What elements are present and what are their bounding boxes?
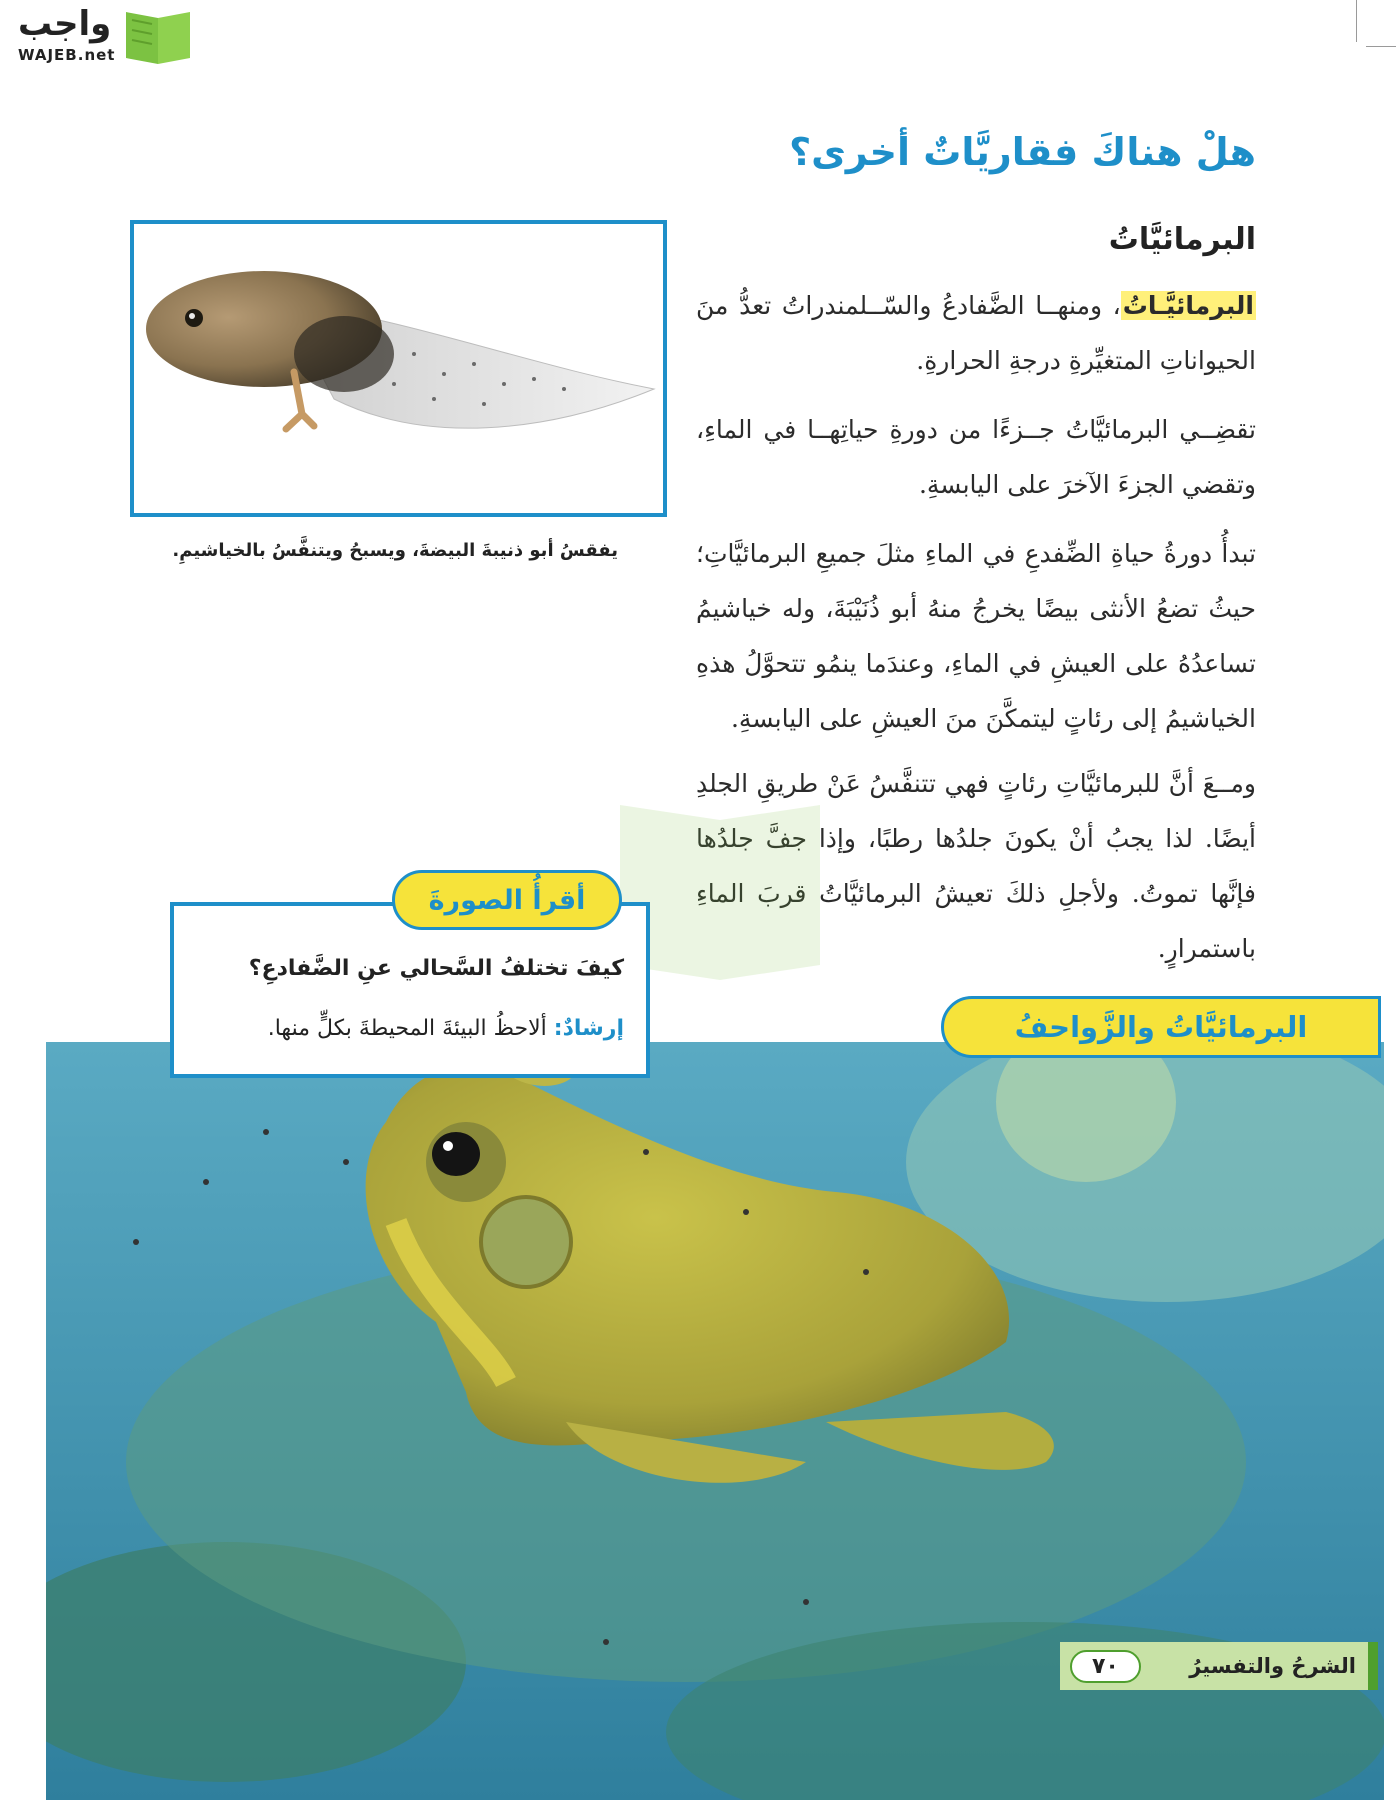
paragraph-3: تبدأُ دورةُ حياةِ الضِّفدعِ في الماءِ مثلَ جميعِ البرمائيَّاتِ؛ حيثُ تضعُ الأنثى بيضًا يخرجُ منهُ أبو ذُنَيْبَةَ، وله خياشيمُ تساعدُهُ على العيشِ في الماءِ، وعندَما ينمُو تتحوَّلُ هذهِ الخياشيمُ إلى رئاتٍ ليتمكَّنَ منَ العيشِ على اليابسةِ. — [696, 539, 1256, 733]
paragraph-4: ومــعَ أنَّ للبرمائيَّاتِ رئاتٍ فهي تتنفَّسُ عَنْ طريقِ الجلدِ أيضًا. لذا يجبُ أنْ يكونَ جلدُها رطبًا، وإذا جفَّ جلدُها فإنَّها تموتُ. ولأجلِ ذلكَ تعيشُ البرمائيَّاتُ قربَ الماءِ باستمرارٍ. — [696, 769, 1256, 963]
section-banner — [941, 996, 1381, 1058]
logo-word: واجب — [18, 4, 112, 44]
crop-mark — [1366, 46, 1396, 47]
hint-text: ألاحظُ البيئةَ المحيطةَ بكلٍّ منها. — [267, 1016, 547, 1041]
footer-section-name: الشرحُ والتفسيرُ — [1189, 1654, 1356, 1678]
crop-mark — [1356, 0, 1357, 42]
section-heading: البرمائيَّاتُ — [1108, 222, 1256, 257]
paragraph-1 — [696, 278, 1256, 388]
wajeb-logo[interactable] — [8, 4, 198, 68]
page-title: هلْ هناكَ فقاريَّاتٌ أخرى؟ — [789, 130, 1256, 174]
read-picture-tab-label: أقرأُ الصورةَ — [428, 884, 586, 916]
read-picture-question: كيفَ تختلفُ السَّحالي عنِ الضَّفادعِ؟ — [248, 956, 624, 981]
tadpole-illustration — [134, 224, 663, 513]
page-number: ٧٠ — [1070, 1650, 1141, 1683]
tadpole-image — [130, 220, 667, 517]
read-picture-tab — [392, 870, 622, 930]
paragraph-1-text: ، ومنهــا الضَّفادعُ والسّــلمندراتُ تعدُّ منَ الحيواناتِ المتغيِّرةِ درجةِ الحرارةِ. — [696, 291, 1256, 375]
section-banner-label: البرمائيَّاتُ والزَّواحفُ — [1014, 1010, 1308, 1044]
logo-subtitle: WAJEB.net — [18, 46, 116, 64]
paragraph-2: تقضِــي البرمائيَّاتُ جــزءًا من دورةِ حياتِهــا في الماءِ، وتقضي الجزءَ الآخرَ على اليابسةِ. — [696, 415, 1256, 499]
open-book-icon — [120, 8, 196, 66]
tadpole-caption: يفقسُ أبو ذنيبةَ البيضةَ، ويسبحُ ويتنفَّسُ بالخياشيمِ. — [172, 540, 618, 561]
glossary-term[interactable]: البرمائيَّـاتُ — [1122, 291, 1254, 320]
page-footer — [1060, 1642, 1378, 1690]
read-picture-hint — [268, 1016, 624, 1041]
hint-label: إرشادٌ: — [553, 1016, 624, 1041]
